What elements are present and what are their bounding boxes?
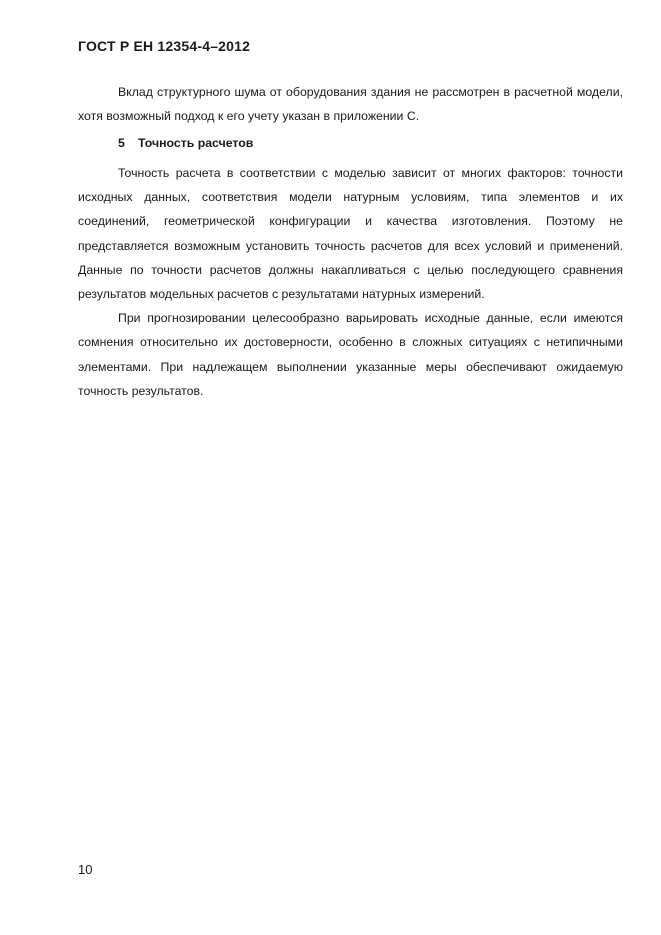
section-paragraph-1: Точность расчета в соответствии с моделью зависит от многих факторов: точности исходных данных, соответствия модели натурным условиям, типа элементов и их соединений, геометрической конфигурации и качества изготовления. Поэтому не представляется возможным установить точность расчетов для всех условий и применений. Данные по точности расчетов должны накапливаться с целью последующего сравнения результатов модельных расчетов с результатами натурных измерений. <box>78 166 623 302</box>
section-title: Точность расчетов <box>138 136 254 150</box>
section-heading <box>118 136 253 150</box>
section-number: 5 <box>118 136 125 150</box>
document-code-header: ГОСТ Р ЕН 12354-4–2012 <box>78 38 251 54</box>
section-paragraph-2: При прогнозировании целесообразно варьировать исходные данные, если имеются сомнения относительно их достоверности, особенно в сложных ситуациях с нетипичными элементами. При надлежащем выполнении указанные меры обеспечивают ожидаемую точность результатов. <box>78 311 623 398</box>
intro-block <box>78 80 623 128</box>
intro-paragraph: Вклад структурного шума от оборудования здания не рассмотрен в расчетной модели, хотя возможный подход к его учету указан в приложении С. <box>78 85 623 124</box>
section-body <box>78 161 623 403</box>
page-number: 10 <box>78 862 93 877</box>
